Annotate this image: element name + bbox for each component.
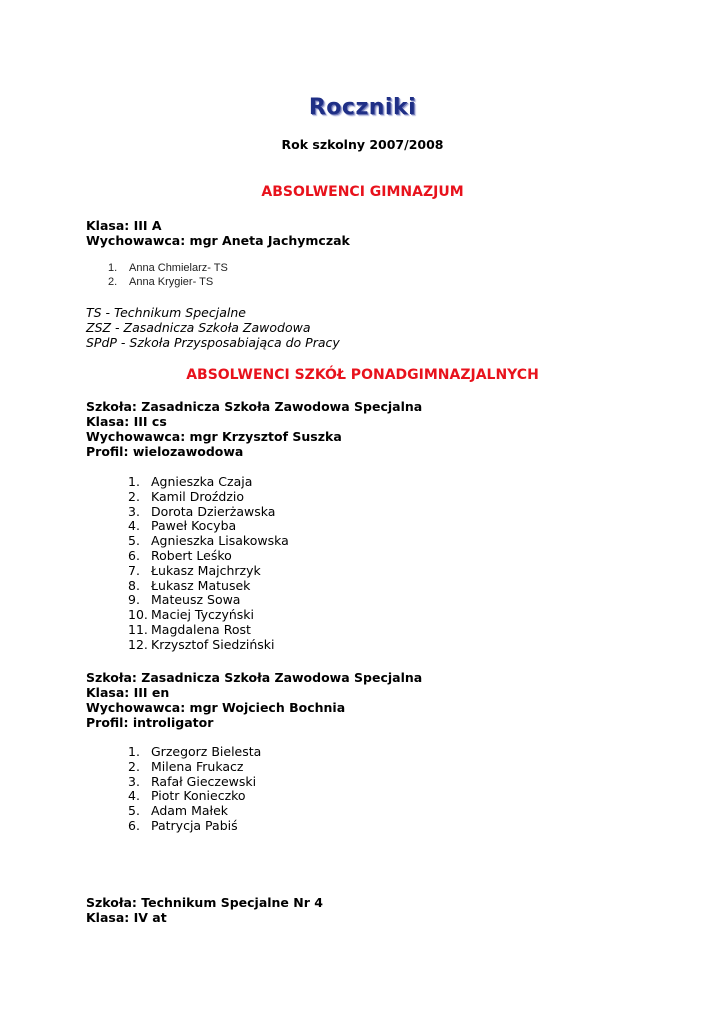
legend bbox=[86, 305, 340, 350]
student-list-group2 bbox=[128, 745, 261, 834]
tutor-line: Wychowawca: mgr Krzysztof Suszka bbox=[86, 429, 342, 444]
section-heading-gimnazjum: ABSOLWENCI GIMNAZJUM bbox=[261, 184, 464, 200]
profile-line: Profil: introligator bbox=[86, 715, 214, 730]
list-item: 5. Agnieszka Lisakowska bbox=[128, 533, 289, 549]
list-item: 7. Łukasz Majchrzyk bbox=[128, 562, 261, 578]
legend-item: SPdP - Szkoła Przysposabiająca do Pracy bbox=[86, 335, 340, 350]
list-item: 1. Anna Chmielarz- TS bbox=[108, 262, 228, 274]
student-list-group1 bbox=[128, 475, 289, 653]
list-item: 6. Robert Leśko bbox=[128, 547, 232, 563]
school-year: Rok szkolny 2007/2008 bbox=[281, 137, 444, 152]
legend-item: TS - Technikum Specjalne bbox=[86, 305, 246, 320]
list-item: 4. Piotr Konieczko bbox=[128, 788, 246, 804]
list-item: 5. Adam Małek bbox=[128, 803, 229, 819]
list-item: 2. Anna Krygier- TS bbox=[108, 276, 214, 288]
list-item: 8. Łukasz Matusek bbox=[128, 577, 251, 593]
list-item: 1. Grzegorz Bielesta bbox=[128, 744, 262, 759]
class-line: Klasa: III en bbox=[86, 685, 170, 700]
list-item: 12. Krzysztof Siedziński bbox=[128, 636, 275, 652]
section-heading-ponadgimnazjalne: ABSOLWENCI SZKÓŁ PONADGIMNAZJALNYCH bbox=[186, 367, 539, 383]
list-item: 2. Milena Frukacz bbox=[128, 758, 244, 774]
list-item: 3. Dorota Dzierżawska bbox=[128, 503, 276, 519]
page-title: Roczniki bbox=[308, 95, 417, 120]
class-line: Klasa: III A bbox=[86, 218, 162, 233]
class-line: Klasa: III cs bbox=[86, 414, 167, 429]
list-item: 3. Rafał Gieczewski bbox=[128, 773, 257, 789]
school-line: Szkoła: Technikum Specjalne Nr 4 bbox=[86, 895, 323, 910]
profile-line: Profil: wielozawodowa bbox=[86, 444, 244, 459]
list-item: 10. Maciej Tyczyński bbox=[128, 607, 254, 623]
list-item: 6. Patrycja Pabiś bbox=[128, 817, 238, 833]
list-item: 2. Kamil Droździo bbox=[128, 488, 245, 504]
list-item: 9. Mateusz Sowa bbox=[128, 592, 241, 608]
class-line: Klasa: IV at bbox=[86, 910, 167, 925]
legend-item: ZSZ - Zasadnicza Szkoła Zawodowa bbox=[86, 320, 311, 335]
school-line: Szkoła: Zasadnicza Szkoła Zawodowa Specjalna bbox=[86, 670, 423, 685]
student-list-gimnazjum bbox=[108, 261, 228, 289]
tutor-line: Wychowawca: mgr Aneta Jachymczak bbox=[86, 233, 350, 248]
tutor-line: Wychowawca: mgr Wojciech Bochnia bbox=[86, 700, 346, 715]
list-item: 11. Magdalena Rost bbox=[128, 621, 251, 637]
list-item: 1. Agnieszka Czaja bbox=[128, 474, 253, 489]
school-line: Szkoła: Zasadnicza Szkoła Zawodowa Specjalna bbox=[86, 399, 423, 414]
list-item: 4. Paweł Kocyba bbox=[128, 518, 237, 534]
